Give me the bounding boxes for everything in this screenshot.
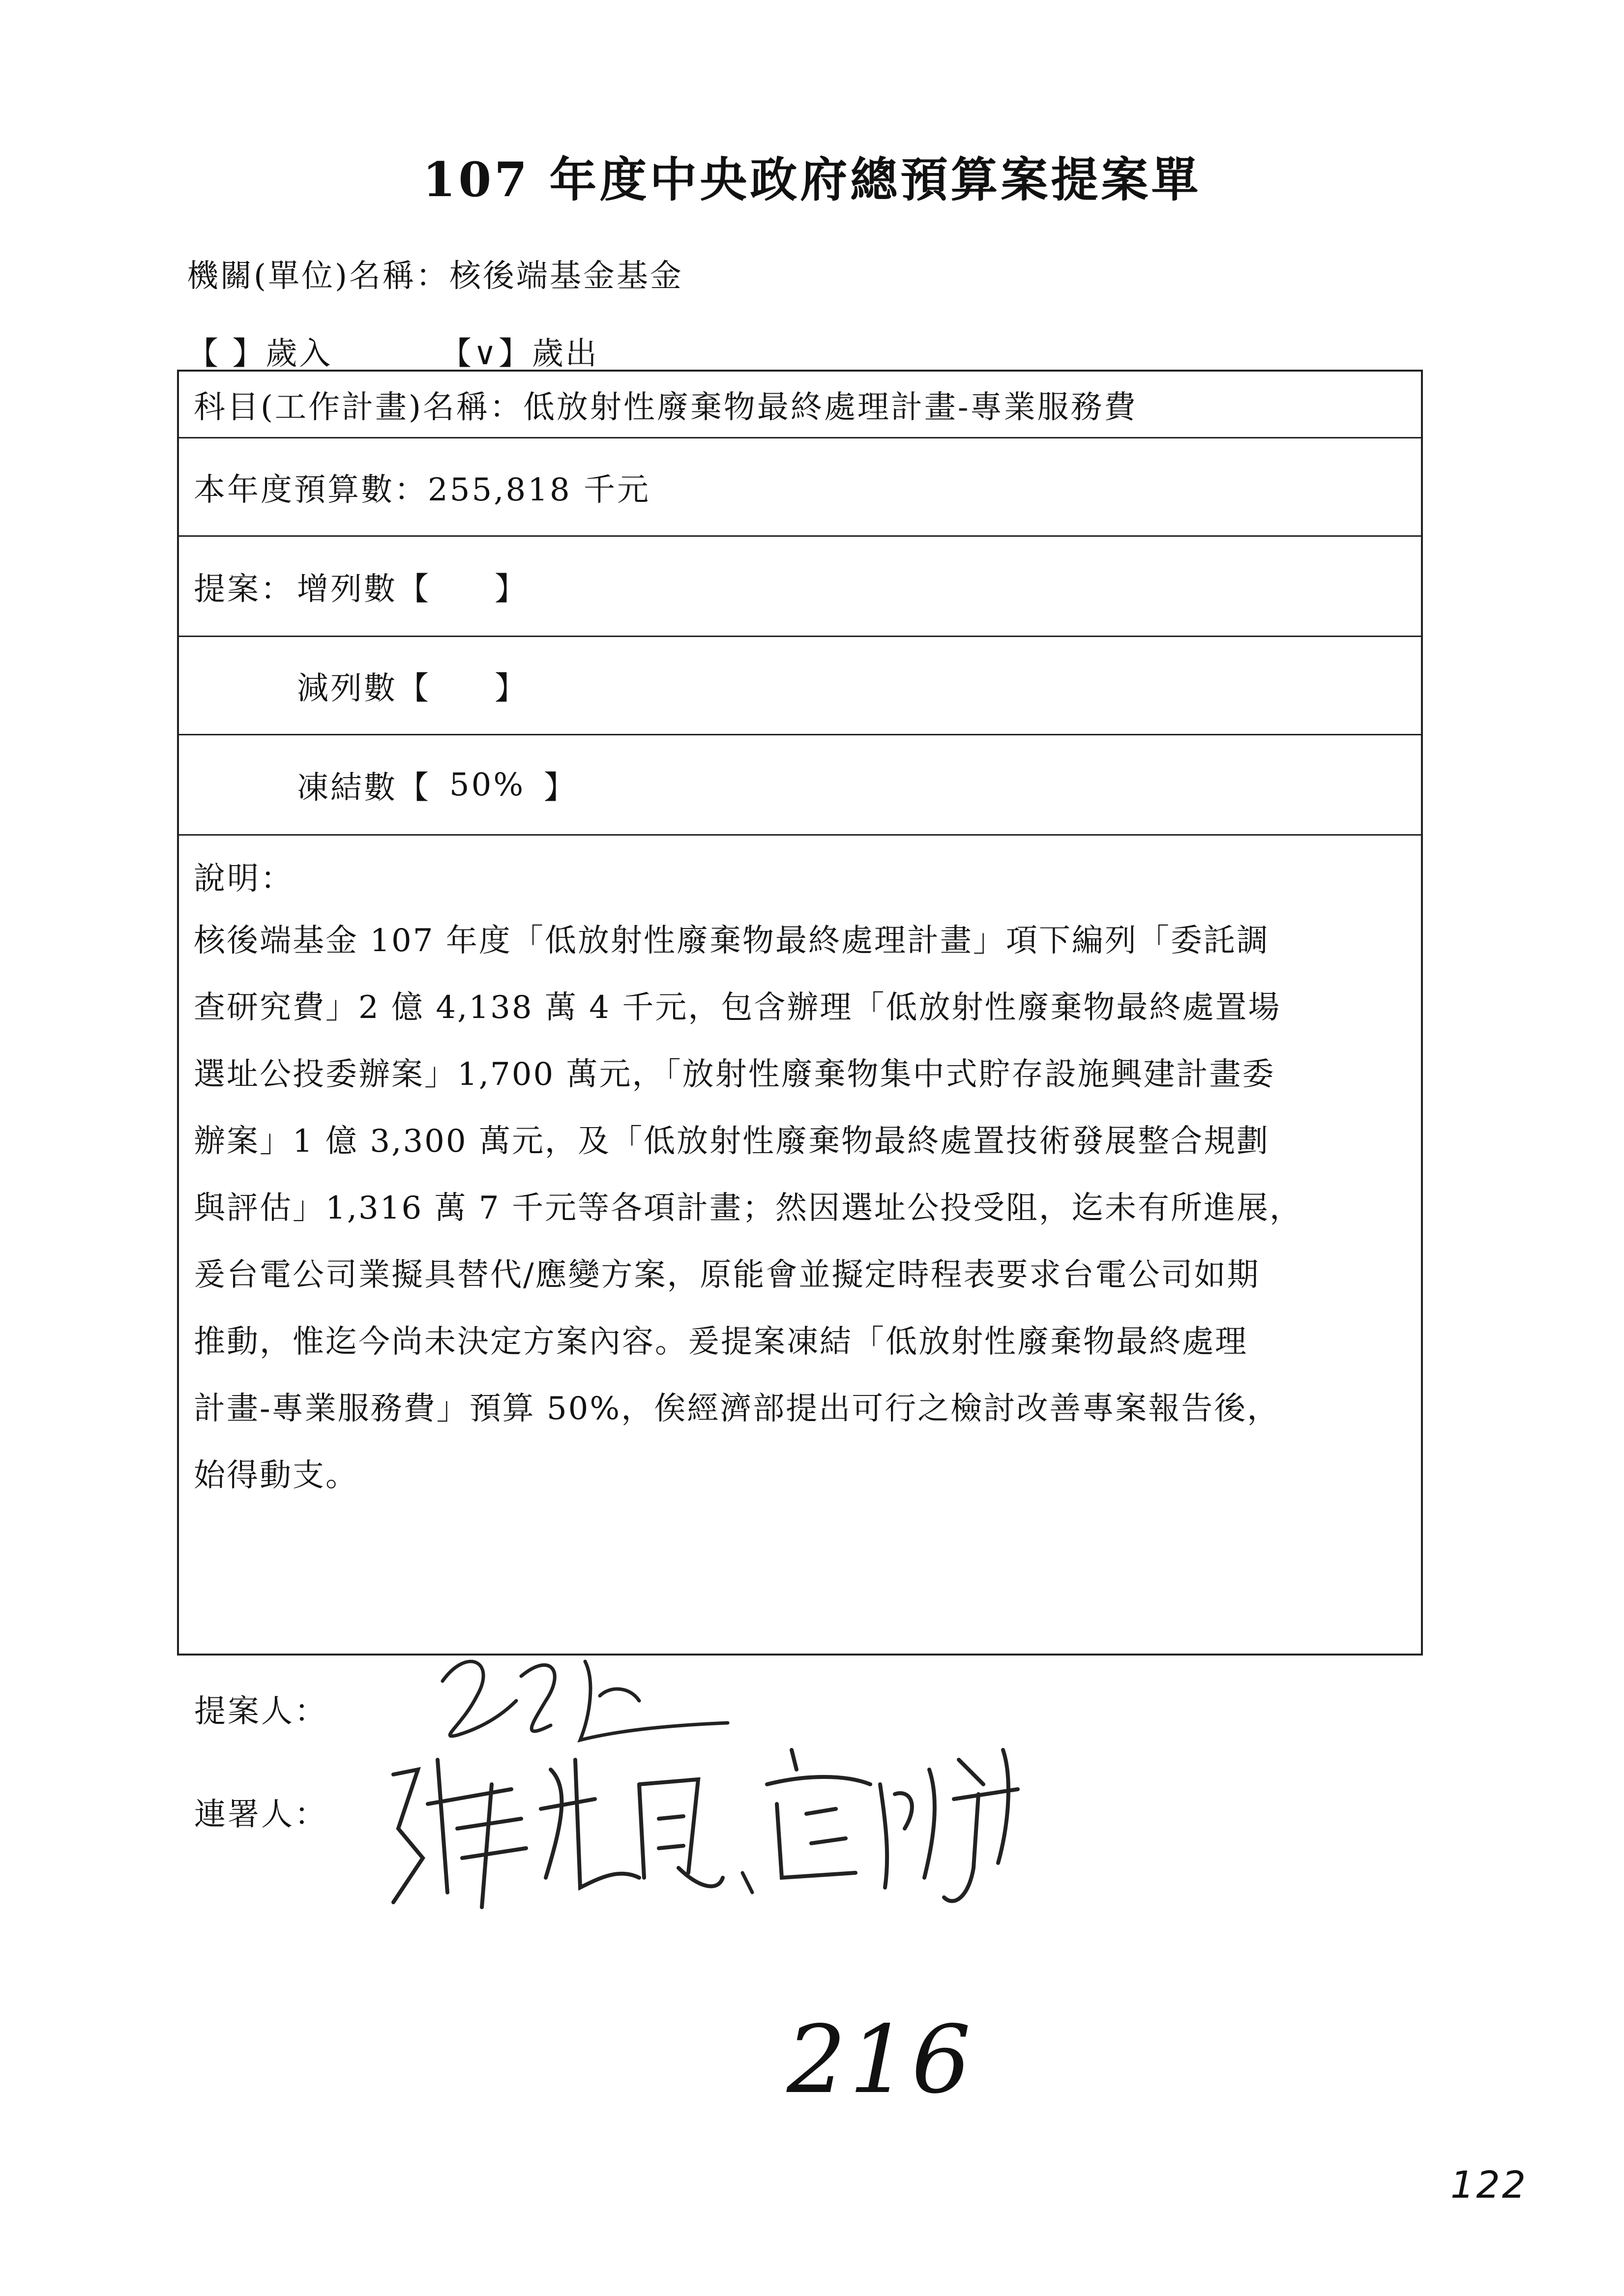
explanation-label: 說明： bbox=[194, 861, 294, 897]
explanation-line: 推動，惟迄今尚未決定方案內容。爰提案凍結「低放射性廢棄物最終處理 bbox=[194, 1324, 1248, 1360]
explanation-line: 與評估」1,316 萬 7 千元等各項計畫；然因選址公投受阻，迄未有所進展， bbox=[194, 1190, 1302, 1226]
freeze-row bbox=[179, 735, 1421, 836]
explanation-line: 核後端基金 107 年度「低放射性廢棄物最終處理計畫」項下編列「委託調 bbox=[194, 923, 1270, 959]
page-number: 216 bbox=[787, 2005, 974, 2114]
revenue-checkbox: 【 】 bbox=[187, 336, 266, 372]
explanation-line: 計畫-專業服務費」預算 50%，俟經濟部提出可行之檢討改善專案報告後， bbox=[194, 1391, 1280, 1427]
cosigner-signature bbox=[364, 1730, 1101, 1919]
item-value: 低放射性廢棄物最終處理計畫-專業服務費 bbox=[523, 389, 1138, 426]
decrease-row bbox=[179, 637, 1421, 735]
explanation-line: 查研究費」2 億 4,138 萬 4 千元，包含辦理「低放射性廢棄物最終處置場 bbox=[194, 989, 1281, 1026]
increase-row bbox=[179, 537, 1421, 637]
item-row bbox=[179, 372, 1421, 438]
budget-row bbox=[179, 438, 1421, 537]
proposal-table bbox=[177, 370, 1423, 1656]
agency-label: 機關(單位)名稱： bbox=[187, 258, 449, 294]
freeze-close: 】 bbox=[544, 769, 577, 806]
form-title: 107 年度中央政府總預算案提案單 bbox=[422, 152, 1202, 207]
explanation-line: 選址公投委辦案」1,700 萬元，「放射性廢棄物集中式貯存設施興建計畫委 bbox=[194, 1056, 1275, 1093]
agency-value: 核後端基金基金 bbox=[449, 258, 683, 294]
budget-label: 本年度預算數： bbox=[194, 471, 428, 508]
decrease-label: 減列數【 bbox=[297, 670, 431, 707]
decrease-close: 】 bbox=[495, 670, 528, 707]
budget-type-line bbox=[187, 328, 599, 374]
expenditure-checkbox: 【∨】 bbox=[440, 336, 532, 372]
freeze-label: 凍結數【 bbox=[297, 769, 431, 806]
revenue-label: 歲入 bbox=[266, 336, 333, 372]
freeze-value: 50% bbox=[449, 766, 526, 803]
proposal-label: 提案： bbox=[194, 571, 294, 608]
budget-value: 255,818 千元 bbox=[428, 471, 650, 508]
agency-line bbox=[187, 251, 683, 296]
explanation-line: 始得動支。 bbox=[194, 1457, 358, 1494]
corner-number: 122 bbox=[1450, 2163, 1528, 2207]
item-label: 科目(工作計畫)名稱： bbox=[194, 389, 523, 426]
proposer-label: 提案人： bbox=[194, 1693, 328, 1730]
explanation-line: 辦案」1 億 3,300 萬元，及「低放射性廢棄物最終處置技術發展整合規劃 bbox=[194, 1123, 1270, 1160]
explanation-line: 爰台電公司業擬具替代/應變方案，原能會並擬定時程表要求台電公司如期 bbox=[194, 1257, 1260, 1293]
expenditure-label: 歲出 bbox=[531, 336, 599, 372]
explanation-text bbox=[194, 907, 1413, 1509]
increase-close: 】 bbox=[495, 571, 528, 608]
increase-label: 增列數【 bbox=[297, 571, 431, 608]
cosigner-label: 連署人： bbox=[194, 1797, 328, 1833]
